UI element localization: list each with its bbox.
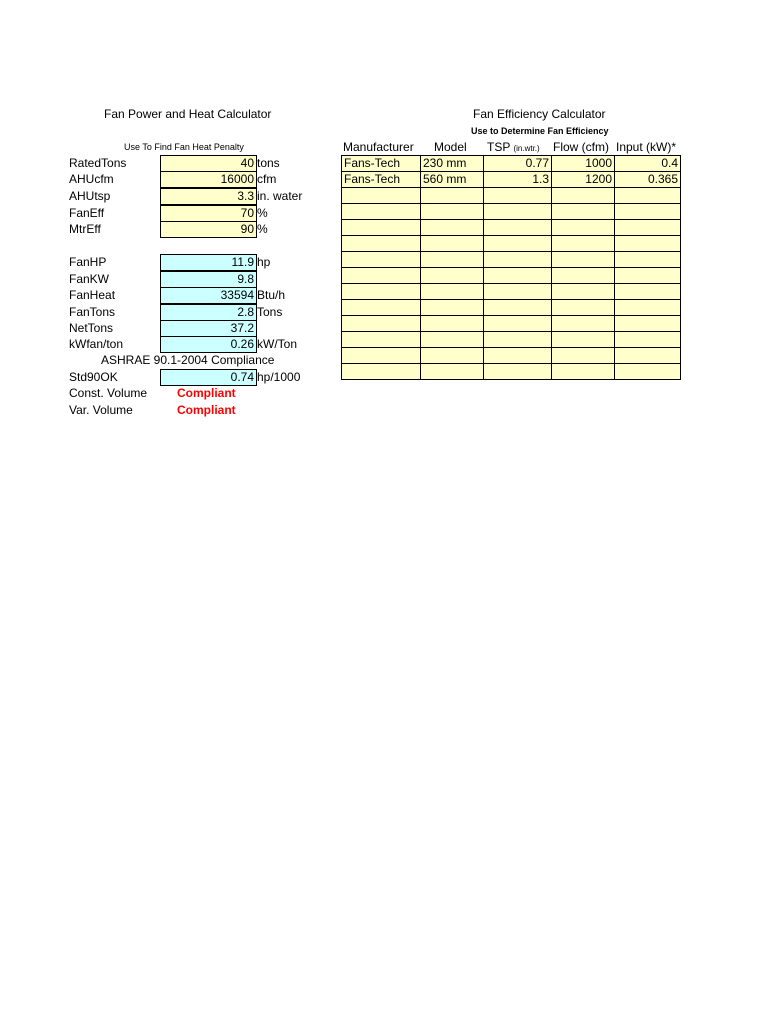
empty-cell[interactable] bbox=[421, 348, 484, 364]
empty-cell[interactable] bbox=[421, 364, 484, 380]
empty-cell[interactable] bbox=[552, 204, 615, 220]
empty-cell[interactable] bbox=[342, 268, 421, 284]
empty-cell[interactable] bbox=[615, 236, 681, 252]
empty-cell[interactable] bbox=[484, 348, 552, 364]
fan-power-title: Fan Power and Heat Calculator bbox=[104, 107, 272, 121]
kw-fan-ton-value: 0.26 bbox=[160, 336, 257, 353]
empty-cell[interactable] bbox=[421, 332, 484, 348]
table-row bbox=[342, 172, 681, 188]
table-row bbox=[342, 156, 681, 172]
empty-cell[interactable] bbox=[615, 348, 681, 364]
net-tons-value: 37.2 bbox=[160, 320, 257, 337]
empty-cell[interactable] bbox=[421, 188, 484, 204]
empty-cell[interactable] bbox=[484, 268, 552, 284]
empty-cell[interactable] bbox=[615, 220, 681, 236]
cell-input[interactable]: 0.365 bbox=[615, 172, 681, 188]
empty-cell[interactable] bbox=[421, 300, 484, 316]
empty-cell[interactable] bbox=[615, 188, 681, 204]
cell-manufacturer[interactable]: Fans-Tech bbox=[342, 172, 421, 188]
cell-input[interactable]: 0.4 bbox=[615, 156, 681, 172]
cell-model[interactable]: 560 mm bbox=[421, 172, 484, 188]
ahu-cfm-label: AHUcfm bbox=[69, 172, 114, 186]
empty-cell[interactable] bbox=[342, 348, 421, 364]
fan-tons-label: FanTons bbox=[69, 305, 116, 319]
col-header-tsp-label: TSP bbox=[487, 140, 511, 154]
empty-cell[interactable] bbox=[421, 236, 484, 252]
cell-flow[interactable]: 1200 bbox=[552, 172, 615, 188]
empty-cell[interactable] bbox=[552, 284, 615, 300]
const-volume-label: Const. Volume bbox=[69, 386, 148, 400]
empty-cell[interactable] bbox=[342, 332, 421, 348]
empty-cell[interactable] bbox=[552, 188, 615, 204]
empty-cell[interactable] bbox=[552, 364, 615, 380]
fan-hp-unit: hp bbox=[257, 255, 271, 269]
empty-cell[interactable] bbox=[552, 220, 615, 236]
std90-label: Std90OK bbox=[69, 370, 118, 384]
fan-eff-input[interactable]: 70 bbox=[160, 205, 257, 222]
empty-cell[interactable] bbox=[342, 204, 421, 220]
fan-eff-unit: % bbox=[257, 206, 268, 220]
table-row-empty bbox=[342, 188, 681, 204]
empty-cell[interactable] bbox=[615, 204, 681, 220]
var-volume-status: Compliant bbox=[177, 403, 236, 417]
empty-cell[interactable] bbox=[421, 220, 484, 236]
rated-tons-label: RatedTons bbox=[69, 156, 127, 170]
empty-cell[interactable] bbox=[342, 284, 421, 300]
empty-cell[interactable] bbox=[552, 348, 615, 364]
ahu-tsp-unit: in. water bbox=[257, 189, 303, 203]
empty-cell[interactable] bbox=[342, 364, 421, 380]
net-tons-label: NetTons bbox=[69, 321, 114, 335]
ashrae-compliance-title: ASHRAE 90.1-2004 Compliance bbox=[101, 353, 275, 367]
empty-cell[interactable] bbox=[421, 204, 484, 220]
col-header-tsp-unit: (in.wtr.) bbox=[513, 144, 540, 153]
fan-hp-value: 11.9 bbox=[160, 254, 257, 271]
table-row-empty bbox=[342, 316, 681, 332]
table-row-empty bbox=[342, 348, 681, 364]
var-volume-label: Var. Volume bbox=[69, 403, 133, 417]
rated-tons-input[interactable]: 40 bbox=[160, 155, 257, 172]
col-header-model: Model bbox=[434, 140, 467, 154]
empty-cell[interactable] bbox=[484, 300, 552, 316]
empty-cell[interactable] bbox=[484, 252, 552, 268]
ahu-tsp-input[interactable]: 3.3 bbox=[160, 188, 257, 205]
cell-flow[interactable]: 1000 bbox=[552, 156, 615, 172]
rated-tons-unit: tons bbox=[257, 156, 280, 170]
table-row-empty bbox=[342, 268, 681, 284]
const-volume-status: Compliant bbox=[177, 386, 236, 400]
cell-tsp[interactable]: 1.3 bbox=[484, 172, 552, 188]
empty-cell[interactable] bbox=[342, 316, 421, 332]
empty-cell[interactable] bbox=[615, 284, 681, 300]
fan-heat-label: FanHeat bbox=[69, 288, 116, 302]
table-row-empty bbox=[342, 236, 681, 252]
empty-cell[interactable] bbox=[421, 316, 484, 332]
cell-manufacturer[interactable]: Fans-Tech bbox=[342, 156, 421, 172]
fan-tons-value: 2.8 bbox=[160, 304, 257, 321]
empty-cell[interactable] bbox=[342, 236, 421, 252]
empty-cell[interactable] bbox=[552, 300, 615, 316]
fan-tons-unit: Tons bbox=[257, 305, 283, 319]
kw-fan-ton-label: kWfan/ton bbox=[69, 337, 124, 351]
fan-efficiency-title: Fan Efficiency Calculator bbox=[473, 107, 606, 121]
empty-cell[interactable] bbox=[421, 252, 484, 268]
std90-unit: hp/1000 bbox=[257, 370, 301, 384]
table-row-empty bbox=[342, 284, 681, 300]
ahu-cfm-unit: cfm bbox=[257, 172, 277, 186]
empty-cell[interactable] bbox=[615, 364, 681, 380]
ahu-tsp-label: AHUtsp bbox=[69, 189, 111, 203]
table-row-empty bbox=[342, 204, 681, 220]
mtr-eff-unit: % bbox=[257, 222, 268, 236]
fan-kw-label: FanKW bbox=[69, 272, 110, 286]
empty-cell[interactable] bbox=[484, 236, 552, 252]
empty-cell[interactable] bbox=[421, 268, 484, 284]
table-row-empty bbox=[342, 364, 681, 380]
mtr-eff-input[interactable]: 90 bbox=[160, 221, 257, 238]
empty-cell[interactable] bbox=[552, 236, 615, 252]
empty-cell[interactable] bbox=[615, 332, 681, 348]
kw-fan-ton-unit: kW/Ton bbox=[257, 337, 298, 351]
fan-heat-unit: Btu/h bbox=[257, 288, 286, 302]
fan-eff-label: FanEff bbox=[69, 206, 105, 220]
cell-tsp[interactable]: 0.77 bbox=[484, 156, 552, 172]
col-header-flow: Flow (cfm) bbox=[553, 140, 609, 154]
empty-cell[interactable] bbox=[615, 300, 681, 316]
fan-heat-value: 33594 bbox=[160, 287, 257, 304]
empty-cell[interactable] bbox=[484, 220, 552, 236]
ahu-cfm-input[interactable]: 16000 bbox=[160, 171, 257, 188]
empty-cell[interactable] bbox=[552, 316, 615, 332]
empty-cell[interactable] bbox=[484, 188, 552, 204]
empty-cell[interactable] bbox=[342, 220, 421, 236]
empty-cell[interactable] bbox=[615, 252, 681, 268]
table-row-empty bbox=[342, 300, 681, 316]
table-row-empty bbox=[342, 252, 681, 268]
col-header-manufacturer: Manufacturer bbox=[343, 140, 414, 154]
fan-efficiency-table bbox=[341, 155, 681, 380]
empty-cell[interactable] bbox=[342, 188, 421, 204]
fan-efficiency-subtitle: Use to Determine Fan Efficiency bbox=[471, 126, 609, 136]
empty-cell[interactable] bbox=[342, 300, 421, 316]
empty-cell[interactable] bbox=[552, 332, 615, 348]
empty-cell[interactable] bbox=[615, 268, 681, 284]
empty-cell[interactable] bbox=[484, 316, 552, 332]
empty-cell[interactable] bbox=[484, 284, 552, 300]
mtr-eff-label: MtrEff bbox=[69, 222, 101, 236]
empty-cell[interactable] bbox=[484, 332, 552, 348]
table-row-empty bbox=[342, 220, 681, 236]
empty-cell[interactable] bbox=[552, 252, 615, 268]
col-header-tsp bbox=[487, 140, 540, 154]
fan-power-subtitle: Use To Find Fan Heat Penalty bbox=[124, 142, 244, 152]
empty-cell[interactable] bbox=[421, 284, 484, 300]
fan-hp-label: FanHP bbox=[69, 255, 107, 269]
std90-value: 0.74 bbox=[160, 369, 257, 386]
table-row-empty bbox=[342, 332, 681, 348]
empty-cell[interactable] bbox=[484, 204, 552, 220]
col-header-input: Input (kW)* bbox=[616, 140, 677, 154]
empty-cell[interactable] bbox=[484, 364, 552, 380]
empty-cell[interactable] bbox=[552, 268, 615, 284]
empty-cell[interactable] bbox=[342, 252, 421, 268]
cell-model[interactable]: 230 mm bbox=[421, 156, 484, 172]
empty-cell[interactable] bbox=[615, 316, 681, 332]
fan-kw-value: 9.8 bbox=[160, 271, 257, 288]
